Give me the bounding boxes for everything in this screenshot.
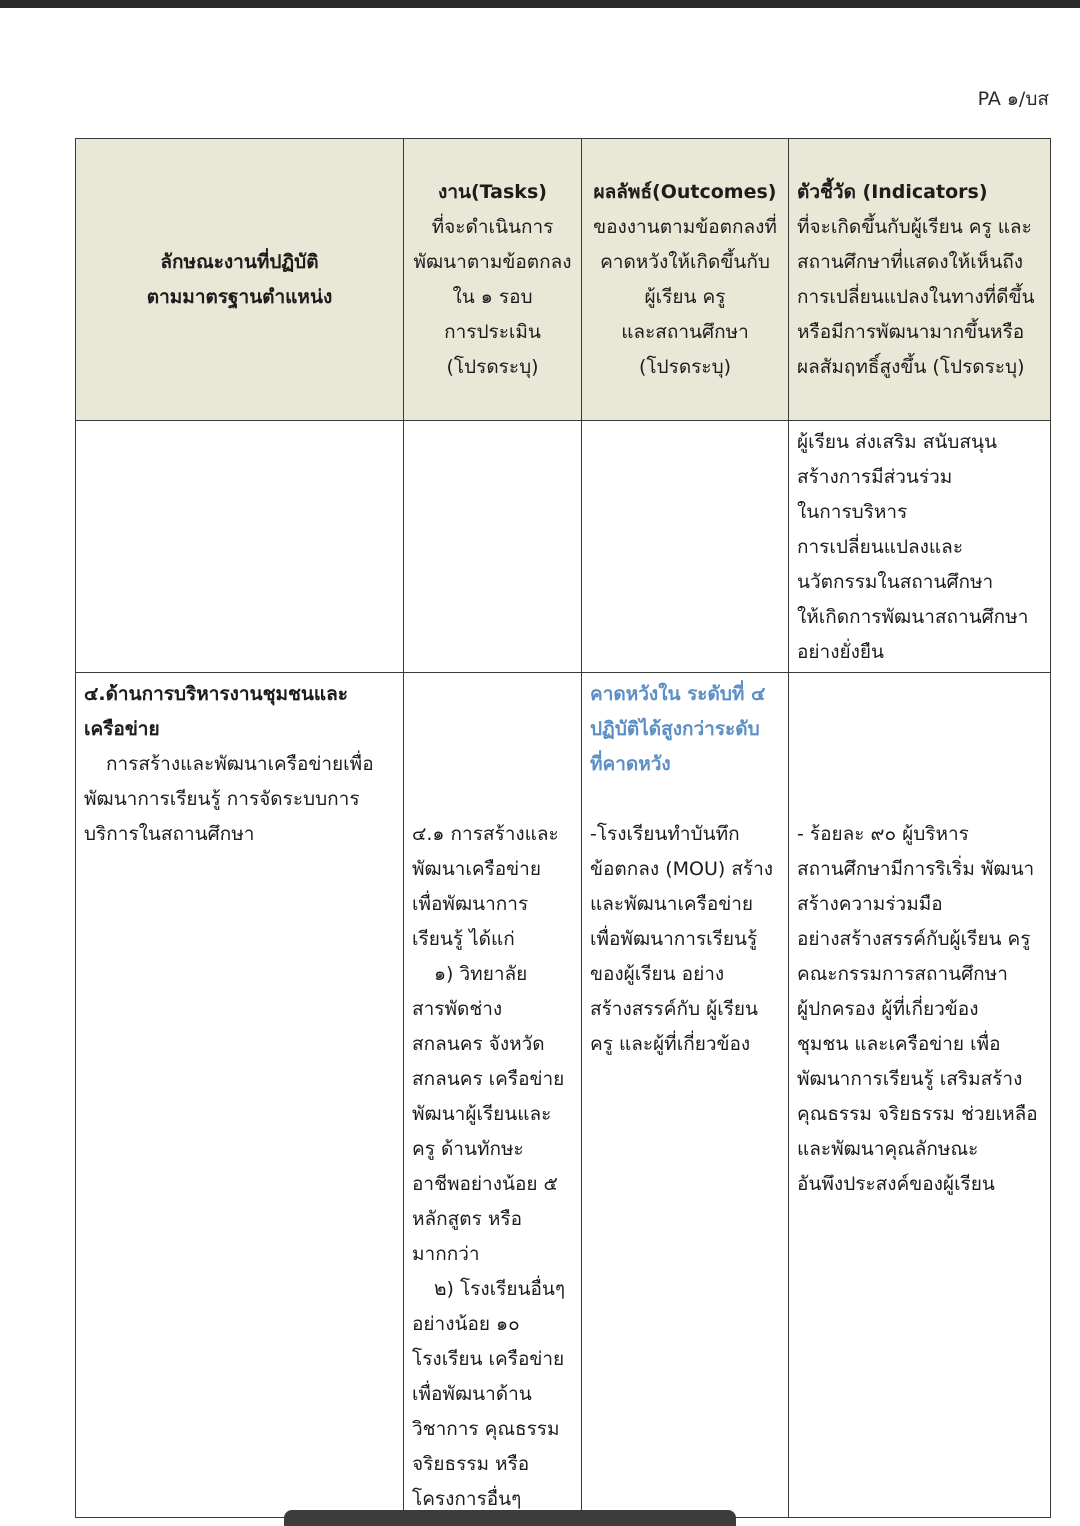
header-line: ตามมาตรฐานตำแหน่ง: [146, 285, 333, 308]
text-line: จริยธรรม หรือ: [412, 1453, 530, 1475]
text-line: นวัตกรรมในสถานศึกษา: [797, 571, 994, 593]
text-line: ๔.๑ การสร้างและ: [412, 823, 559, 845]
area-description: พัฒนาการเรียนรู้ การจัดระบบการ: [84, 788, 360, 810]
table-header-row: [76, 139, 1051, 421]
text-line: สร้างความร่วมมือ: [797, 893, 943, 915]
cell-indicators-continued: [789, 421, 1051, 673]
header-line: ผู้เรียน ครู: [644, 285, 726, 308]
text-line: สกลนคร จังหวัด: [412, 1033, 545, 1055]
text-line: คณะกรรมการสถานศึกษา: [797, 963, 1008, 985]
area-description: บริการในสถานศึกษา: [84, 823, 255, 845]
header-line: ลักษณะงานที่ปฏิบัติ: [160, 250, 319, 273]
text-line: ผู้ปกครอง ผู้ที่เกี่ยวข้อง: [797, 998, 979, 1020]
text-line: มากกว่า: [412, 1243, 480, 1265]
text-line: สร้างสรรค์กับ ผู้เรียน: [590, 998, 759, 1020]
header-line: สถานศึกษาที่แสดงให้เห็นถึง: [797, 250, 1024, 273]
text-line: ในการบริหาร: [797, 501, 908, 523]
table-row: [76, 673, 1051, 1518]
text-line: ชุมชน และเครือข่าย เพื่อ: [797, 1033, 1001, 1055]
header-line: งาน(Tasks): [438, 180, 547, 203]
header-line: (โปรดระบุ): [638, 355, 732, 378]
text-line: โรงเรียน เครือข่าย: [412, 1348, 565, 1370]
text-line: ข้อตกลง (MOU) สร้าง: [590, 858, 774, 880]
text-line: สารพัดช่าง: [412, 998, 503, 1020]
text-line: ของผู้เรียน อย่าง: [590, 963, 725, 985]
text-line: ครู และผู้ที่เกี่ยวข้อง: [590, 1033, 751, 1055]
text-line: และพัฒนาเครือข่าย: [590, 893, 754, 915]
cell-empty: [404, 421, 582, 673]
text-line: ๑) วิทยาลัย: [434, 963, 528, 985]
text-line: หลักสูตร หรือ: [412, 1208, 522, 1230]
text-line: ๒) โรงเรียนอื่นๆ: [434, 1278, 566, 1300]
header-line: ผลสัมฤทธิ์สูงขึ้น (โปรดระบุ): [797, 355, 1025, 378]
area-description: การสร้างและพัฒนาเครือข่ายเพื่อ: [106, 753, 374, 775]
text-line: สกลนคร เครือข่าย: [412, 1068, 565, 1090]
header-line: การประเมิน: [444, 320, 541, 343]
text-line: อาชีพอย่างน้อย ๕: [412, 1173, 558, 1195]
text-line: วิชาการ คุณธรรม: [412, 1418, 560, 1440]
form-code: PA ๑/บส: [977, 88, 1049, 110]
text-line: - ร้อยละ ๙๐ ผู้บริหาร: [797, 823, 969, 845]
text-line: การเปลี่ยนแปลงและ: [797, 536, 964, 558]
text-line: ผู้เรียน ส่งเสริม สนับสนุน: [797, 431, 997, 453]
header-line: ที่จะดำเนินการ: [431, 215, 554, 238]
header-indicators: [789, 139, 1051, 421]
header-line: ตัวชี้วัด (Indicators): [797, 180, 988, 203]
agreement-table: [75, 138, 1051, 1518]
text-line: คุณธรรม จริยธรรม ช่วยเหลือ: [797, 1103, 1038, 1125]
cell-outcomes: [582, 673, 789, 1518]
header-line: ใน ๑ รอบ: [452, 285, 533, 308]
text-line: เพื่อพัฒนาการเรียนรู้: [590, 928, 758, 950]
cell-empty: [582, 421, 789, 673]
text-line: เพื่อพัฒนาด้าน: [412, 1383, 532, 1405]
header-line: การเปลี่ยนแปลงในทางที่ดีขึ้น: [797, 285, 1035, 308]
cell-tasks: [404, 673, 582, 1518]
header-tasks: [404, 139, 582, 421]
text-line: พัฒนาเครือข่าย: [412, 858, 541, 880]
text-line: อย่างน้อย ๑๐: [412, 1313, 520, 1335]
header-line: คาดหวังให้เกิดขึ้นกับ: [600, 250, 770, 273]
table-row: [76, 421, 1051, 673]
text-line: พัฒนาการเรียนรู้ เสริมสร้าง: [797, 1068, 1023, 1090]
header-line: ของงานตามข้อตกลงที่: [593, 215, 777, 238]
cell-empty: [76, 421, 404, 673]
header-line: และสถานศึกษา: [621, 320, 749, 343]
header-outcomes: [582, 139, 789, 421]
header-line: ที่จะเกิดขึ้นกับผู้เรียน ครู และ: [797, 215, 1032, 238]
text-line: สถานศึกษามีการริเริ่ม พัฒนา: [797, 858, 1035, 880]
text-line: และพัฒนาคุณลักษณะ: [797, 1138, 979, 1160]
expectation-note: คาดหวังใน ระดับที่ ๔: [590, 683, 766, 705]
expectation-note: ที่คาดหวัง: [590, 753, 671, 775]
area-title: เครือข่าย: [84, 718, 160, 740]
text-line: อย่างสร้างสรรค์กับผู้เรียน ครู: [797, 928, 1031, 950]
text-line: เรียนรู้ ได้แก่: [412, 928, 515, 950]
text-line: โครงการอื่นๆ: [412, 1488, 522, 1510]
text-line: อันพึงประสงค์ของผู้เรียน: [797, 1173, 995, 1195]
header-line: ผลลัพธ์(Outcomes): [593, 180, 777, 203]
text-line: ครู ด้านทักษะ: [412, 1138, 524, 1160]
text-line: เพื่อพัฒนาการ: [412, 893, 529, 915]
cell-area: [76, 673, 404, 1518]
header-line: พัฒนาตามข้อตกลง: [413, 250, 572, 273]
area-title: ๔.ด้านการบริหารงานชุมชนและ: [84, 683, 348, 705]
text-line: อย่างยั่งยืน: [797, 641, 885, 663]
text-line: พัฒนาผู้เรียนและ: [412, 1103, 552, 1125]
text-line: -โรงเรียนทำบันทึก: [590, 823, 740, 845]
text-line: ให้เกิดการพัฒนาสถานศึกษา: [797, 606, 1029, 628]
header-line: (โปรดระบุ): [446, 355, 539, 378]
text-line: สร้างการมีส่วนร่วม: [797, 466, 953, 488]
cell-indicators: [789, 673, 1051, 1518]
top-status-bar: [0, 0, 1080, 8]
header-line: หรือมีการพัฒนามากขึ้นหรือ: [797, 320, 1025, 343]
expectation-note: ปฏิบัติได้สูงกว่าระดับ: [590, 718, 760, 740]
header-job-characteristics: [76, 139, 404, 421]
home-indicator-bar[interactable]: [284, 1510, 736, 1526]
